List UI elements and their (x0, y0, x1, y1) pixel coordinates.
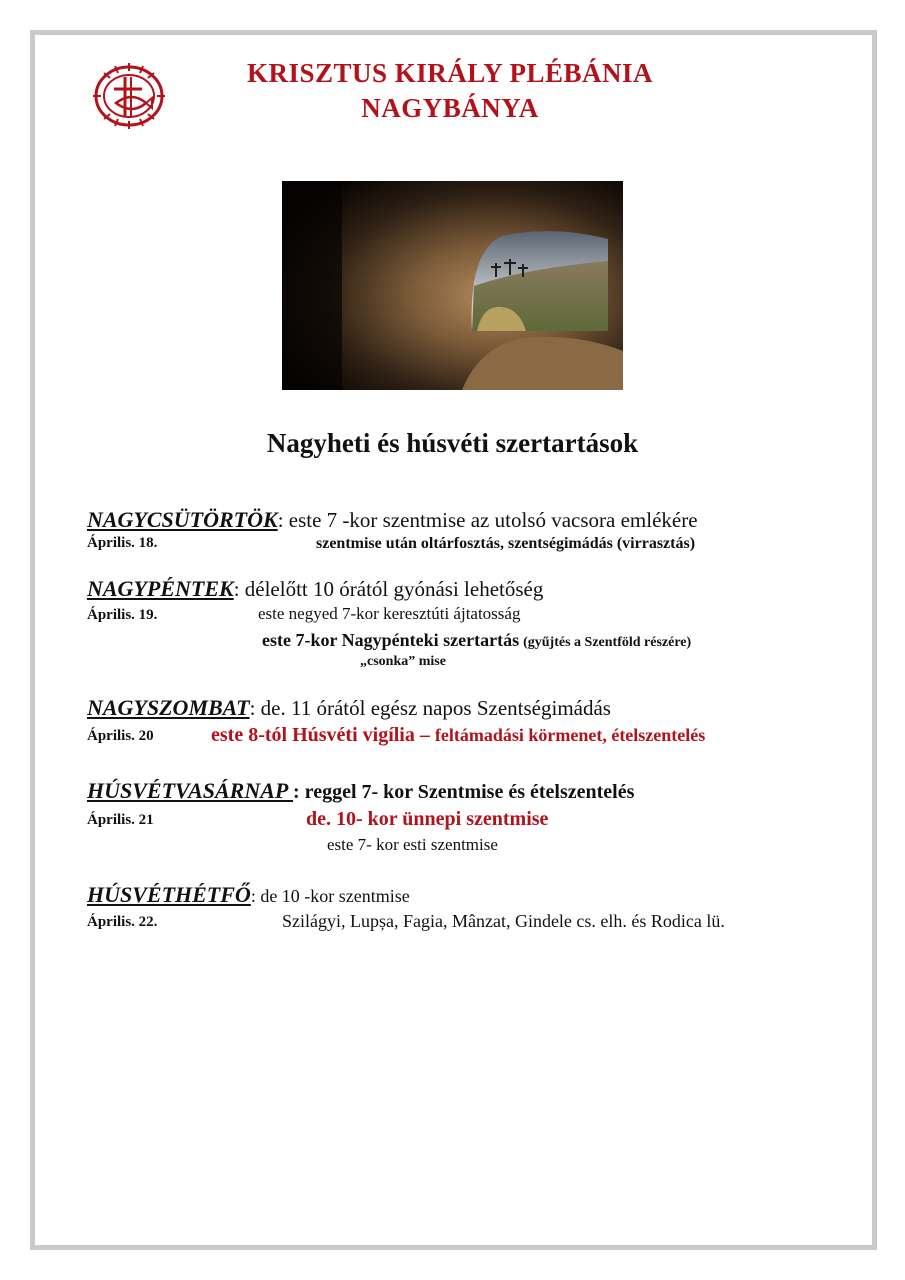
monday-detail: : de 10 -kor szentmise (250, 886, 410, 906)
saturday-vigil: este 8-tól Húsvéti vigília – (211, 724, 435, 746)
friday-sub1: este negyed 7-kor keresztúti ájtatosság (258, 604, 521, 623)
saturday-procession: feltámadási körmenet, ételszentelés (434, 725, 706, 745)
friday-row (87, 576, 543, 602)
saturday-detail: : de. 11 órától egész napos Szentségimádás (249, 696, 611, 720)
sunday-sub2: este 7- kor esti szentmise (327, 835, 498, 854)
thursday-label: NAGYCSÜTÖRTÖK (87, 507, 278, 532)
section-title: Nagyheti és húsvéti szertartások (266, 428, 639, 458)
friday-sub2-row (262, 630, 691, 651)
monday-row (87, 882, 410, 908)
sunday-date: Április. 21 (87, 812, 154, 828)
parish-town: NAGYBÁNYA (361, 93, 539, 123)
sunday-sub1: de. 10- kor ünnepi szentmise (306, 808, 549, 830)
parish-name: KRISZTUS KIRÁLY PLÉBÁNIA (246, 58, 654, 88)
friday-label: NAGYPÉNTEK (87, 576, 234, 601)
monday-label: HÚSVÉTHÉTFŐ (87, 882, 251, 907)
thursday-detail: : este 7 -kor szentmise az utolsó vacsora emlékére (277, 508, 698, 532)
sunday-row (87, 778, 634, 804)
monday-date: Április. 22. (87, 914, 158, 930)
empty-tomb-photo (282, 181, 623, 390)
saturday-label: NAGYSZOMBAT (87, 695, 250, 720)
friday-sub2: este 7-kor Nagypénteki szertartás (262, 630, 520, 650)
sunday-label: HÚSVÉTVASÁRNAP (87, 778, 294, 803)
saturday-sub-row (211, 724, 705, 747)
sunday-detail: : reggel 7- kor Szentmise és ételszentelés (293, 781, 635, 803)
saturday-date: Április. 20 (87, 728, 154, 744)
friday-sub3: „csonka” mise (360, 654, 446, 669)
thursday-sub: szentmise után oltárfosztás, szentségimádás (virrasztás) (316, 535, 696, 552)
friday-detail: : délelőtt 10 órától gyónási lehetőség (233, 577, 544, 601)
thursday-date: Április. 18. (87, 535, 158, 551)
friday-sub2-note: (gyűjtés a Szentföld részére) (523, 635, 692, 650)
friday-date: Április. 19. (87, 607, 158, 623)
parish-logo-icon (90, 61, 168, 131)
saturday-row (87, 695, 611, 721)
thursday-row (87, 507, 698, 533)
monday-sub: Szilágyi, Lupșa, Fagia, Mânzat, Gindele cs. elh. és Rodica lü. (282, 911, 725, 931)
